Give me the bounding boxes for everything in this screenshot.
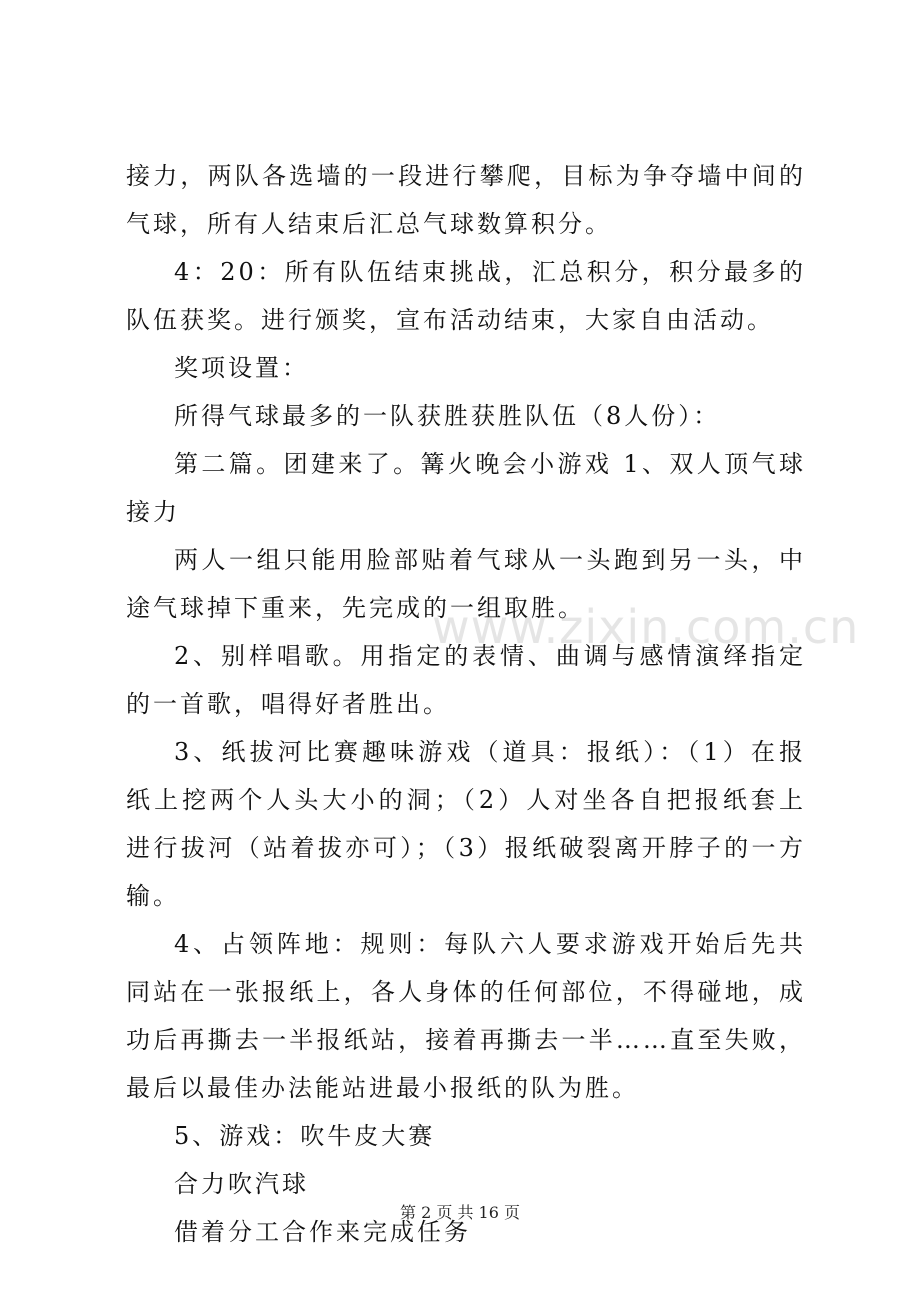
paragraph-8: 3、纸拔河比赛趣味游戏（道具：报纸）：（1）在报纸上挖两个人头大小的洞；（2）人对坐各自把报纸套上进行拔河（站着拔亦可）；（3）报纸破裂离开脖子的一方输。 (126, 738, 806, 910)
paragraph-10: 5、游戏：吹牛皮大赛 (174, 1122, 436, 1150)
paragraph-2: 4：20：所有队伍结束挑战，汇总积分，积分最多的队伍获奖。进行颁奖，宣布活动结束，大家自由活动。 (126, 258, 806, 334)
body-text (126, 152, 806, 1256)
paragraph-1: 接力，两队各选墙的一段进行攀爬，目标为争夺墙中间的气球，所有人结束后汇总气球数算积分。 (126, 162, 806, 238)
paragraph-7: 2、别样唱歌。用指定的表情、曲调与感情演绎指定的一首歌，唱得好者胜出。 (126, 642, 806, 718)
paragraph-9: 4、占领阵地：规则：每队六人要求游戏开始后先共同站在一张报纸上，各人身体的任何部位，不得碰地，成功后再撕去一半报纸站，接着再撕去一半……直至失败，最后以最佳办法能站进最小报纸的队为胜。 (126, 930, 806, 1102)
paragraph-4: 所得气球最多的一队获胜获胜队伍（8人份）： (174, 402, 721, 430)
page-footer: 第 2 页 共 16 页 (400, 1203, 520, 1222)
paragraph-6: 两人一组只能用脸部贴着气球从一头跑到另一头，中途气球掉下重来，先完成的一组取胜。 (126, 546, 806, 622)
watermark: www.zixin.com.cn (432, 600, 860, 654)
paragraph-5: 第二篇。团建来了。篝火晚会小游戏 1、双人顶气球接力 (126, 450, 806, 526)
paragraph-12: 借着分工合作来完成任务 (174, 1218, 471, 1246)
paragraph-3: 奖项设置： (174, 354, 309, 382)
paragraph-11: 合力吹汽球 (174, 1170, 309, 1198)
